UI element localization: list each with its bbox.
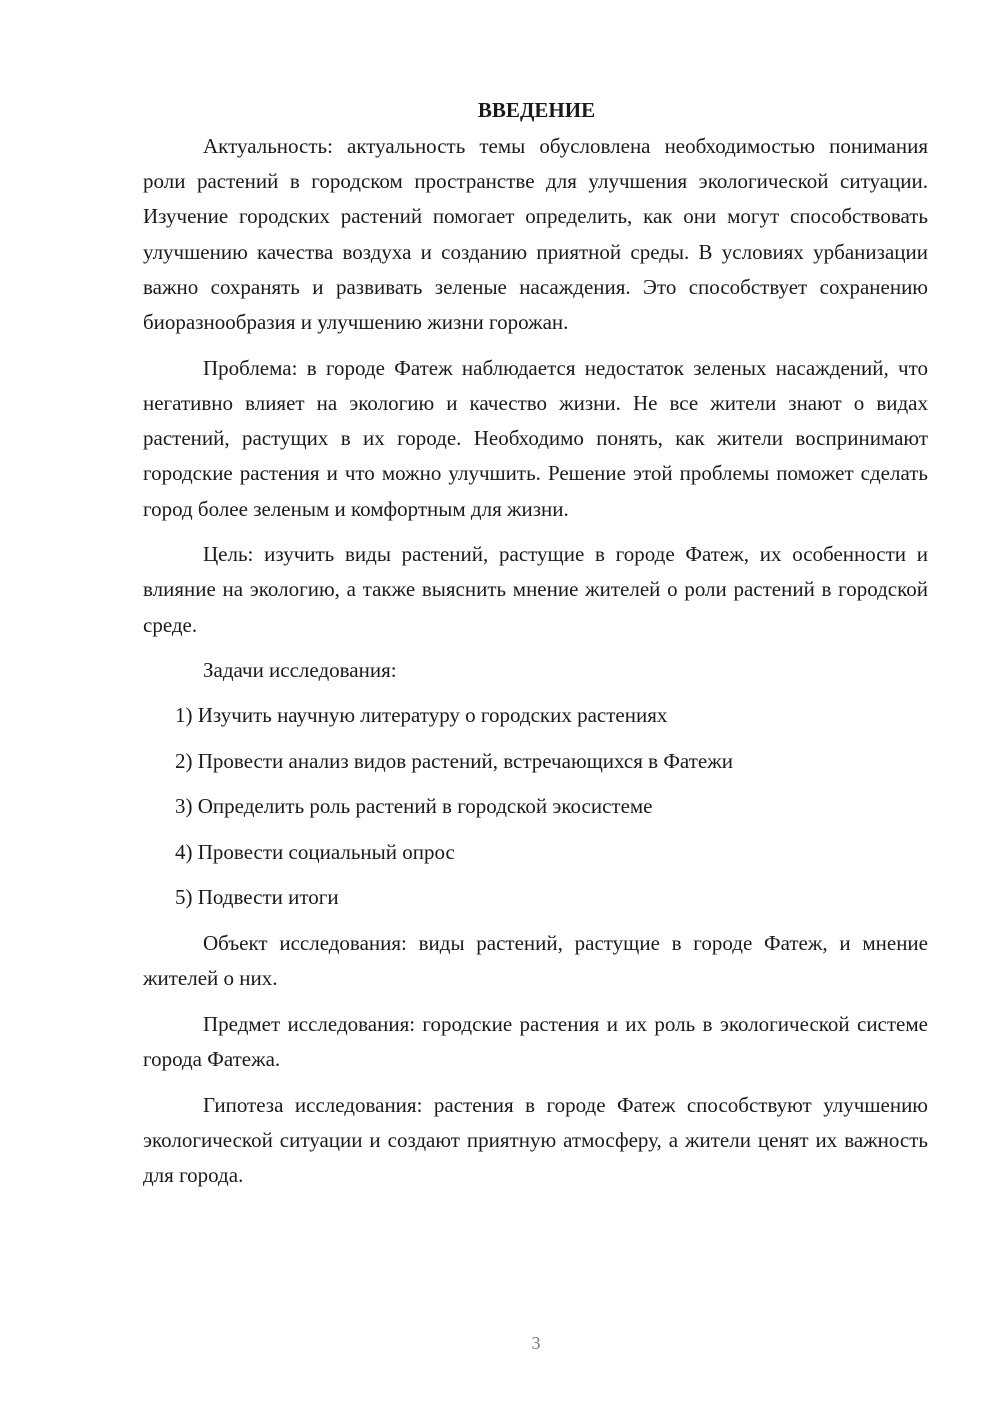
paragraph-problem: Проблема: в городе Фатеж наблюдается недостаток зеленых насаждений, что негативно влияет на экологию и качество жизни. Не все жители знают о видах растений, растущих в их городе. Необходимо понять, как жители воспринимают городские растения и что можно улучшить. Решение этой проблемы поможет сделать город более зеленым и комфортным для жизни.	[143, 355, 928, 521]
paragraph-goal: Цель: изучить виды растений, растущие в городе Фатеж, их особенности и влияние на экологию, а также выяснить мнение жителей о роли растений в городской среде.	[143, 542, 928, 637]
task-item-2: 2) Провести анализ видов растений, встречающихся в Фатежи	[175, 748, 733, 773]
paragraph-hypothesis: Гипотеза исследования: растения в городе Фатеж способствуют улучшению экологической ситуации и создают приятную атмосферу, а жители ценят их важность для города.	[143, 1092, 928, 1188]
paragraph-object: Объект исследования: виды растений, растущие в городе Фатеж, и мнение жителей о них.	[143, 930, 928, 991]
page-content	[143, 93, 928, 1204]
task-item-1: 1) Изучить научную литературу о городских растениях	[175, 703, 668, 728]
task-item-4: 4) Провести социальный опрос	[175, 839, 455, 864]
section-title: ВВЕДЕНИЕ	[477, 98, 596, 122]
tasks-heading: Задачи исследования:	[203, 658, 397, 683]
page-number: 3	[531, 1333, 541, 1353]
tasks-list	[143, 698, 928, 915]
task-item-5: 5) Подвести итоги	[175, 885, 339, 910]
paragraph-subject: Предмет исследования: городские растения и их роль в экологической системе города Фатежа.	[143, 1011, 928, 1071]
task-item-3: 3) Определить роль растений в городской экосистеме	[175, 794, 653, 819]
paragraph-relevance: Актуальность: актуальность темы обусловлена необходимостью понимания роли растений в городском пространстве для улучшения экологической ситуации. Изучение городских растений помогает определить, как они могут способствовать улучшению качества воздуха и созданию приятной среды. В условиях урбанизации важно сохранять и развивать зеленые насаждения. Это способствует сохранению биоразнообразия и улучшению жизни горожан.	[143, 134, 928, 335]
